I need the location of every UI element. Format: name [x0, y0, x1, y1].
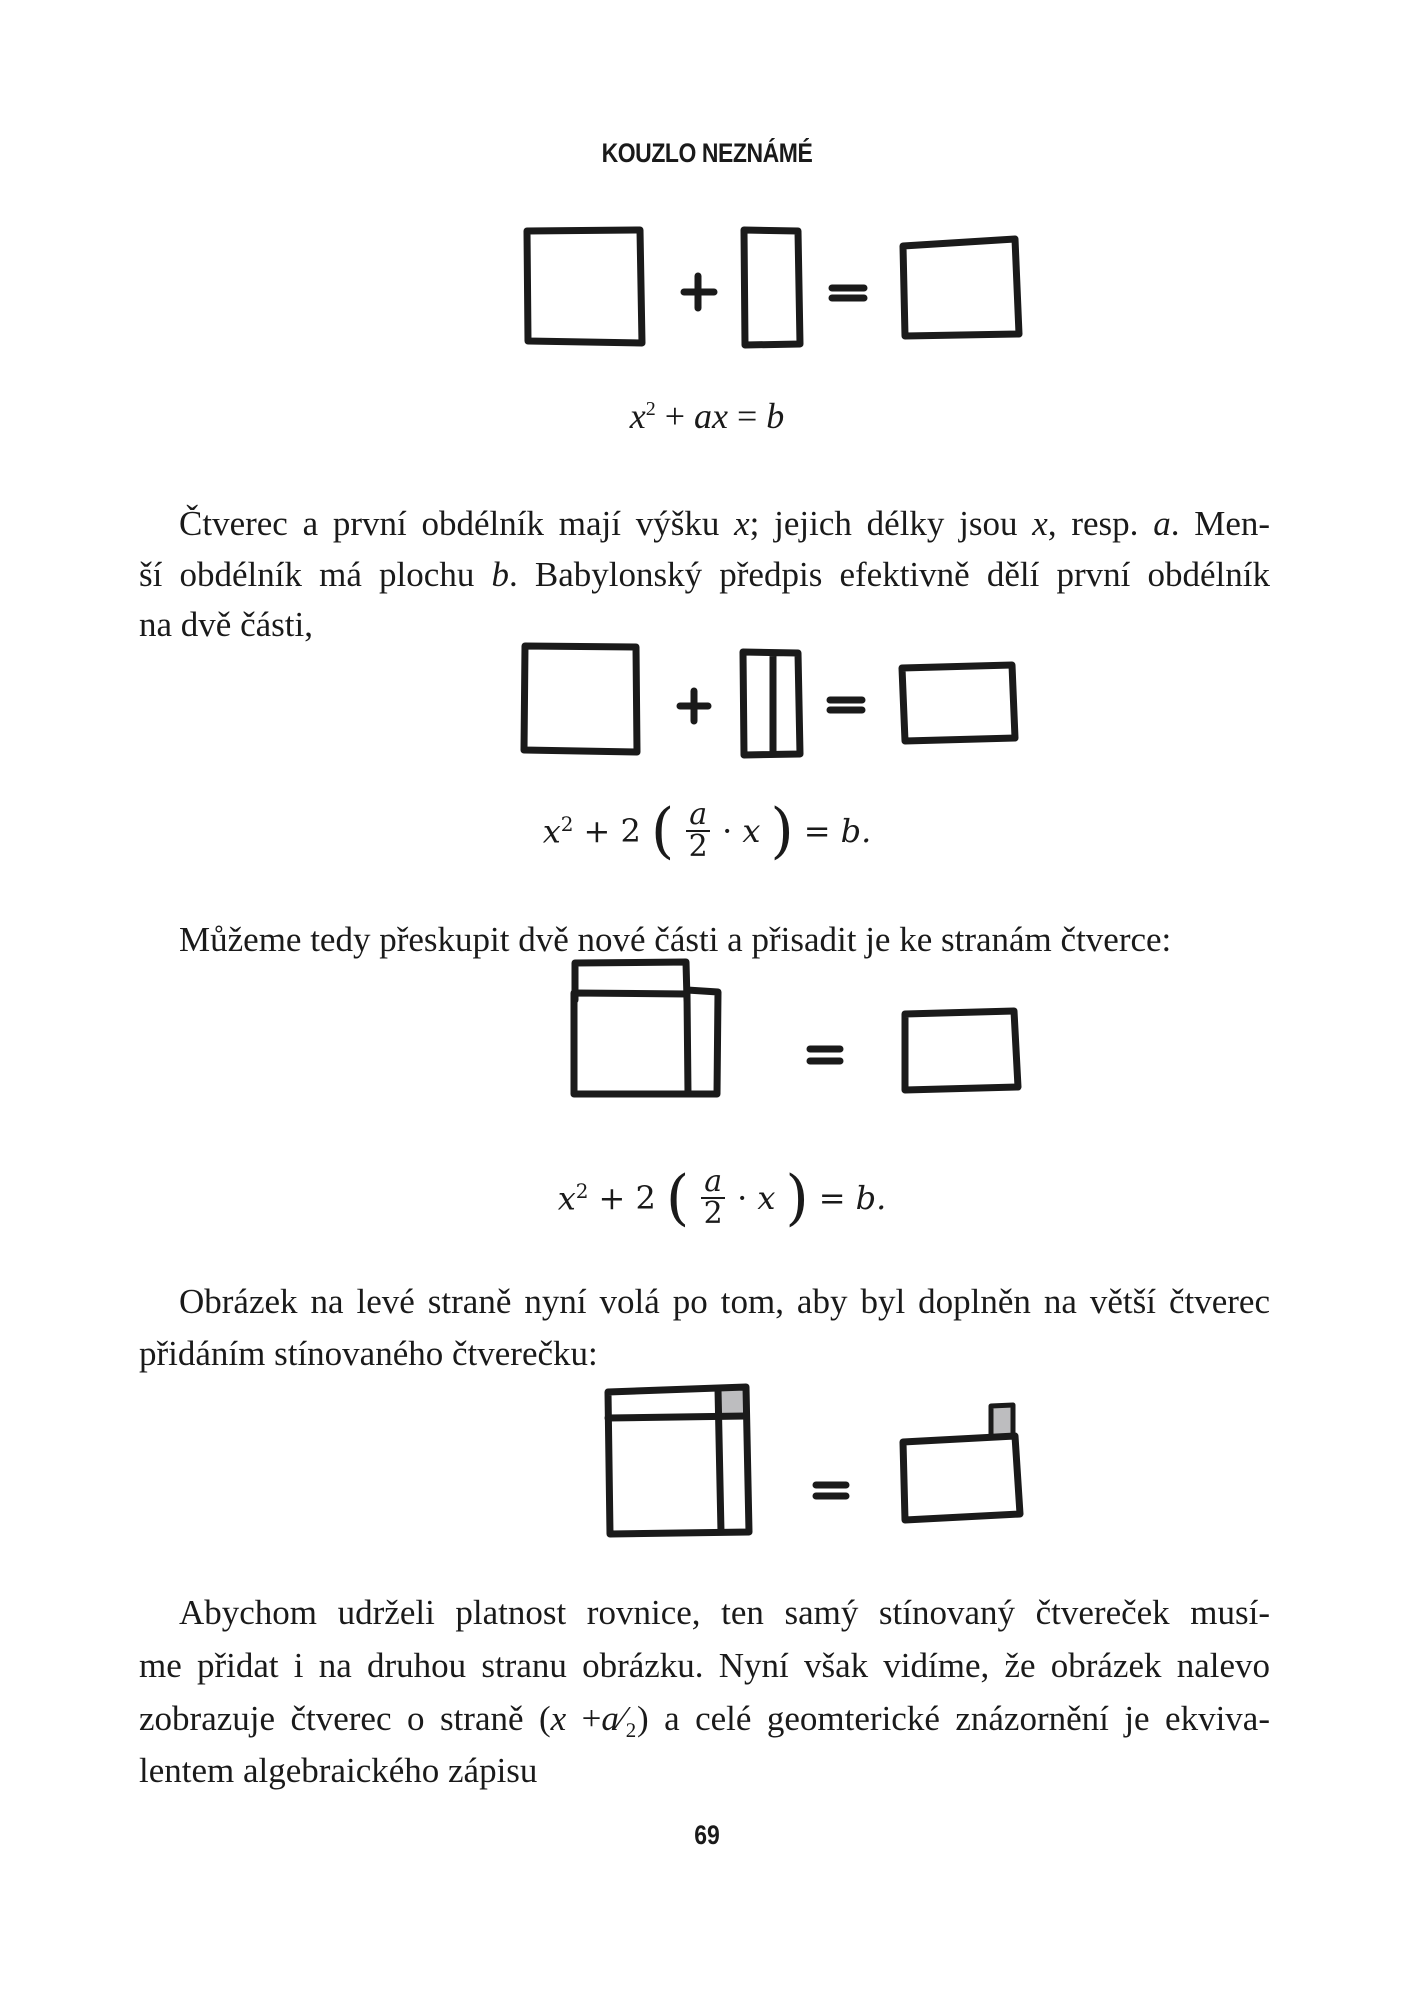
diagram-2 — [524, 646, 1015, 755]
dot: · — [737, 1179, 748, 1217]
var-b: b. — [855, 1179, 887, 1217]
exponent: 2 — [575, 1178, 589, 1203]
var-x: x — [542, 812, 561, 851]
rectangle-split — [743, 652, 800, 755]
square-x2 — [527, 230, 642, 343]
formula-3 — [15, 1163, 1414, 1233]
text-run: lentem algebraického zápisu — [139, 1751, 538, 1790]
text-run: na dvě části, — [139, 605, 313, 644]
var-x: x — [757, 1179, 776, 1217]
paren-close: ) — [770, 796, 794, 866]
math-variable: x — [1032, 504, 1048, 543]
square-x2 — [574, 993, 688, 1094]
paragraph-1-line — [179, 499, 1270, 549]
fraction — [686, 797, 710, 864]
numerator: a — [701, 1167, 725, 1199]
math-variable: a — [601, 1699, 619, 1738]
page-number: 69 — [694, 1820, 720, 1850]
var-x: x — [629, 396, 646, 436]
numerator: a — [686, 800, 710, 832]
text-run: ⁄₂) a celé geomterické znázornění je ekviva- — [618, 1699, 1270, 1738]
square-x2 — [524, 646, 637, 752]
paragraph-1-line — [139, 550, 1270, 600]
plus-sign — [680, 691, 708, 721]
math-variable: x — [734, 504, 750, 543]
side-strip-line — [718, 1389, 721, 1532]
formula-1 — [0, 395, 1414, 437]
side-strip — [687, 990, 718, 1094]
text-run: Čtverec a první obdélník mají výšku — [179, 504, 735, 543]
plus-sign — [684, 276, 714, 308]
equals: = — [736, 396, 758, 436]
paren-open: ( — [650, 796, 675, 866]
math-variable: b — [491, 555, 509, 594]
equals-sign — [810, 1049, 840, 1061]
denominator: 2 — [703, 1196, 723, 1231]
rectangle-b — [905, 1011, 1018, 1090]
text-run: . Babylonský předpis efektivně dělí první obdélník — [508, 555, 1270, 594]
text-run: Abychom udrželi platnost rovnice, ten samý stínovaný čtvereček musí- — [179, 1593, 1270, 1632]
diagram-4 — [608, 1387, 1020, 1534]
plus: + — [664, 396, 685, 436]
equals-sign — [830, 700, 862, 710]
text-run: me přidat i na druhou stranu obrázku. Nyní však vidíme, že obrázek nalevo — [139, 1646, 1270, 1685]
paragraph-4-line — [179, 1588, 1270, 1638]
equals: = — [803, 812, 831, 850]
paren-close: ) — [785, 1163, 809, 1233]
var-b: b — [766, 396, 785, 436]
equals-sign — [832, 288, 864, 298]
shaded-square — [718, 1390, 745, 1414]
denominator: 2 — [688, 829, 708, 864]
rectangle-b — [903, 239, 1019, 336]
exponent: 2 — [645, 398, 656, 420]
text-run: . Men- — [1170, 504, 1271, 543]
diagram-1 — [527, 230, 1019, 345]
paragraph-4-line — [139, 1746, 1270, 1796]
rectangle-b — [902, 665, 1015, 741]
text-run: , resp. — [1047, 504, 1154, 543]
formula-2 — [0, 796, 1414, 866]
text-run: Můžeme tedy přeskupit dvě nové části a přisadit je ke stranám čtverce: — [179, 920, 1172, 959]
top-strip-line — [608, 1416, 746, 1418]
paragraph-4-line — [139, 1694, 1270, 1744]
exponent: 2 — [560, 811, 574, 836]
dot: · — [722, 812, 733, 850]
var-x: x — [742, 812, 761, 850]
math-variable: a — [1153, 504, 1171, 543]
paren-open: ( — [665, 1163, 690, 1233]
equals: = — [818, 1179, 846, 1217]
paragraph-4-line — [139, 1641, 1270, 1691]
plus-two: + 2 — [583, 812, 641, 850]
paragraph-1-line — [139, 600, 1270, 650]
var-b: b. — [840, 812, 872, 850]
diagram-3 — [574, 962, 1018, 1094]
rectangle-ax — [744, 230, 800, 345]
text-run: přidáním stínovaného čtverečku: — [139, 1334, 598, 1373]
paragraph-2-line — [179, 915, 1270, 965]
rectangle-b-plus-square — [903, 1436, 1020, 1520]
running-header: KOUZLO NEZNÁMÉ — [601, 138, 813, 168]
math-variable: x — [550, 1699, 567, 1738]
text-run: ; jejich délky jsou — [749, 504, 1033, 543]
text-run: + — [566, 1699, 602, 1738]
paragraph-3-line — [139, 1329, 1270, 1379]
text-run: Obrázek na levé straně nyní volá po tom, aby byl doplněn na větší čtverec — [179, 1282, 1270, 1321]
text-run: ší obdélník má plochu — [139, 555, 492, 594]
fraction — [701, 1164, 725, 1231]
plus-two: + 2 — [598, 1179, 656, 1217]
paragraph-3-line — [179, 1277, 1270, 1327]
equals-sign — [816, 1485, 846, 1496]
text-run: zobrazuje čtverec o straně ( — [139, 1699, 551, 1738]
var-x: x — [557, 1179, 576, 1218]
term-ax: ax — [694, 396, 728, 436]
